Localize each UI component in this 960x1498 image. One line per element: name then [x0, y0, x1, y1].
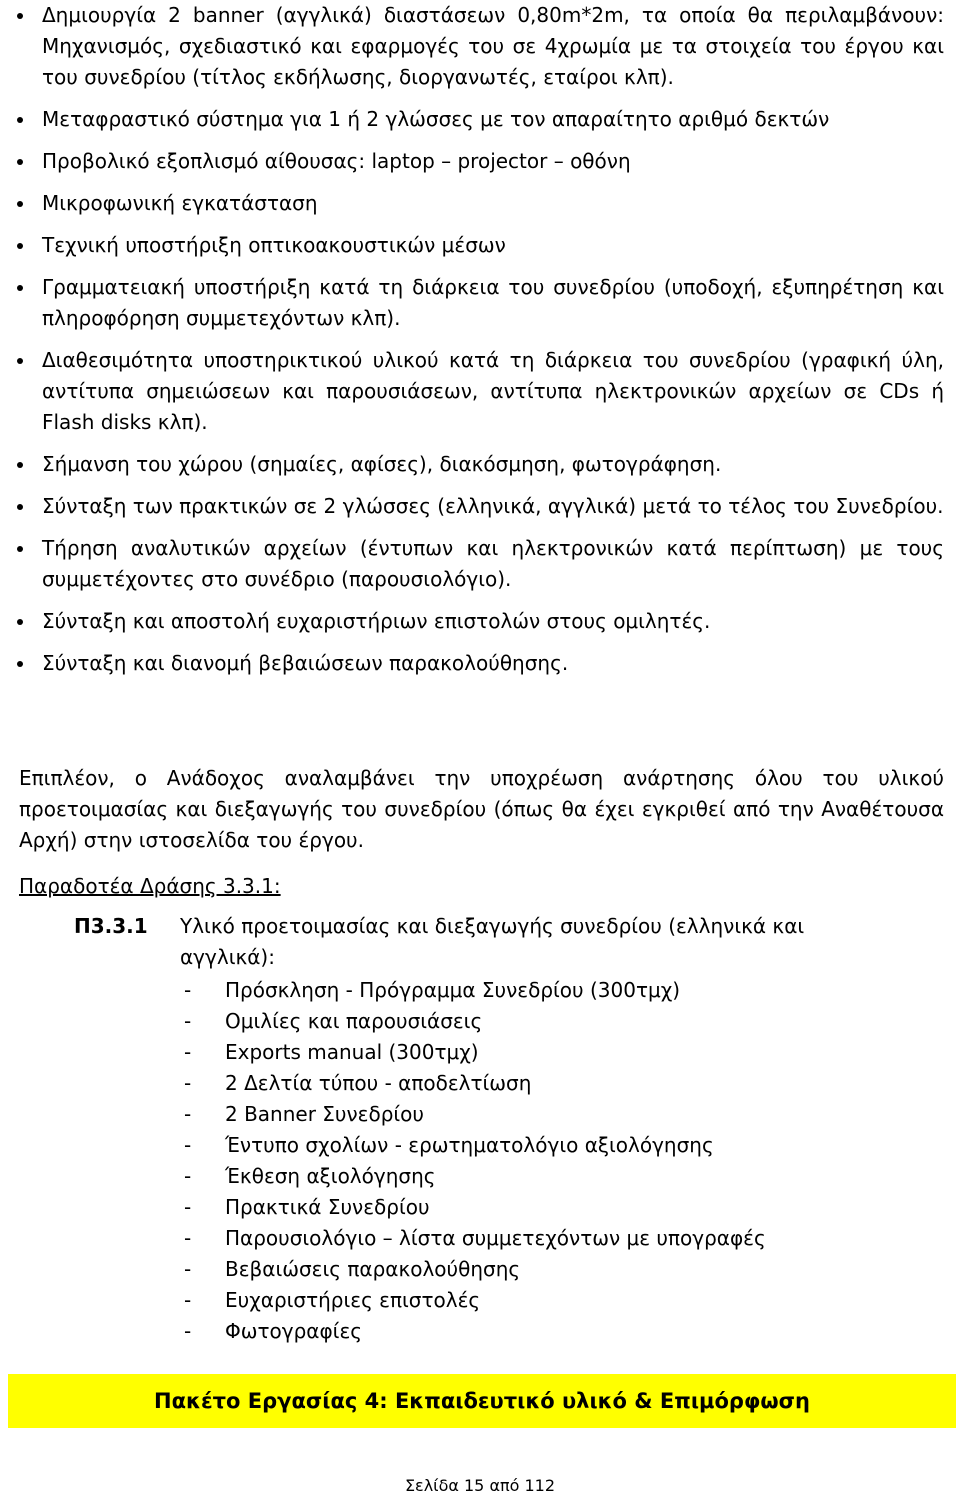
deliverable-description: Υλικό προετοιμασίας και διεξαγωγής συνεδρίου (ελληνικά και αγγλικά):: [180, 914, 805, 969]
bullet-dot-icon: [17, 546, 23, 552]
bullet-item: Σήμανση του χώρου (σημαίες, αφίσες), διακόσμηση, φωτογράφηση.: [0, 449, 960, 480]
deliverable-item: - Έντυπο σχολίων - ερωτηματολόγιο αξιολόγησης: [184, 1133, 714, 1157]
deliverable-item: - Φωτογραφίες: [184, 1319, 362, 1343]
upload-obligation-paragraph: Επιπλέον, ο Ανάδοχος αναλαμβάνει την υποχρέωση ανάρτησης όλου του υλικού προετοιμασίας και διεξαγωγής του συνεδρίου (όπως θα έχει εγκριθεί από την Αναθέτουσα Αρχή) στην ιστοσελίδα του έργου.: [19, 766, 944, 852]
bullet-item: Διαθεσιμότητα υποστηρικτικού υλικού κατά τη διάρκεια του συνεδρίου (γραφική ύλη, αντίτυπα σημειώσεων και παρουσιάσεων, αντίτυπα ηλεκτρονικών αρχείων σε CDs ή Flash disks κλπ).: [0, 345, 960, 438]
bullet-item: Τεχνική υποστήριξη οπτικοακουστικών μέσων: [0, 230, 960, 261]
bullet-dot-icon: [17, 201, 23, 207]
deliverable-item: - Πρακτικά Συνεδρίου: [184, 1195, 430, 1219]
deliverable-item: - Παρουσιολόγιο – λίστα συμμετεχόντων με υπογραφές: [184, 1226, 766, 1250]
bullet-dot-icon: [17, 13, 23, 19]
deliverable-item: - Ομιλίες και παρουσιάσεις: [184, 1009, 483, 1033]
bullet-dot-icon: [17, 661, 23, 667]
deliverable-item: - 2 Δελτία τύπου - αποδελτίωση: [184, 1071, 532, 1095]
deliverable-item: - Exports manual (300τμχ): [184, 1040, 479, 1064]
work-package-banner: [8, 1374, 956, 1428]
bullet-dot-icon: [17, 285, 23, 291]
deliverables-heading: Παραδοτέα Δράσης 3.3.1:: [19, 874, 281, 898]
bullet-item: Μικροφωνική εγκατάσταση: [0, 188, 960, 219]
bullet-dot-icon: [17, 243, 23, 249]
bullet-item: Δημιουργία 2 banner (αγγλικά) διαστάσεων 0,80m*2m, τα οποία θα περιλαμβάνουν: Μηχανισμός, σχεδιαστικό και εφαρμογές του σε 4χρωμία με τα στοιχεία του έργου και του συνεδρίου (τίτλος εκδήλωσης, διοργανωτές, εταίροι κλπ).: [0, 0, 960, 93]
requirements-bullet-list: [0, 0, 960, 690]
bullet-dot-icon: [17, 462, 23, 468]
deliverable-item: - 2 Banner Συνεδρίου: [184, 1102, 424, 1126]
work-package-title: Πακέτο Εργασίας 4: Εκπαιδευτικό υλικό & Επιμόρφωση: [154, 1389, 810, 1413]
deliverable-item: - Βεβαιώσεις παρακολούθησης: [184, 1257, 521, 1281]
bullet-item: Σύνταξη και διανομή βεβαιώσεων παρακολούθησης.: [0, 648, 960, 679]
deliverable-item: - Πρόσκληση - Πρόγραμμα Συνεδρίου (300τμχ): [184, 978, 681, 1002]
bullet-item: Προβολικό εξοπλισμό αίθουσας: laptop – projector – οθόνη: [0, 146, 960, 177]
bullet-item: Γραμματειακή υποστήριξη κατά τη διάρκεια του συνεδρίου (υποδοχή, εξυπηρέτηση και πληροφόρηση συμμετεχόντων κλπ).: [0, 272, 960, 334]
bullet-dot-icon: [17, 358, 23, 364]
deliverable-items-list: [180, 975, 800, 1347]
bullet-dot-icon: [17, 619, 23, 625]
bullet-item: Σύνταξη των πρακτικών σε 2 γλώσσες (ελληνικά, αγγλικά) μετά το τέλος του Συνεδρίου.: [0, 491, 960, 522]
bullet-dot-icon: [17, 159, 23, 165]
bullet-item: Τήρηση αναλυτικών αρχείων (έντυπων και ηλεκτρονικών κατά περίπτωση) με τους συμμετέχοντες στο συνέδριο (παρουσιολόγιο).: [0, 533, 960, 595]
bullet-dot-icon: [17, 504, 23, 510]
bullet-item: Μεταφραστικό σύστημα για 1 ή 2 γλώσσες με τον απαραίτητο αριθμό δεκτών: [0, 104, 960, 135]
deliverable-item: - Έκθεση αξιολόγησης: [184, 1164, 436, 1188]
deliverable-code: Π3.3.1: [74, 914, 148, 938]
deliverable-item: - Ευχαριστήριες επιστολές: [184, 1288, 481, 1312]
bullet-dot-icon: [17, 117, 23, 123]
page-number-footer: Σελίδα 15 από 112: [404, 1476, 556, 1495]
bullet-item: Σύνταξη και αποστολή ευχαριστήριων επιστολών στους ομιλητές.: [0, 606, 960, 637]
